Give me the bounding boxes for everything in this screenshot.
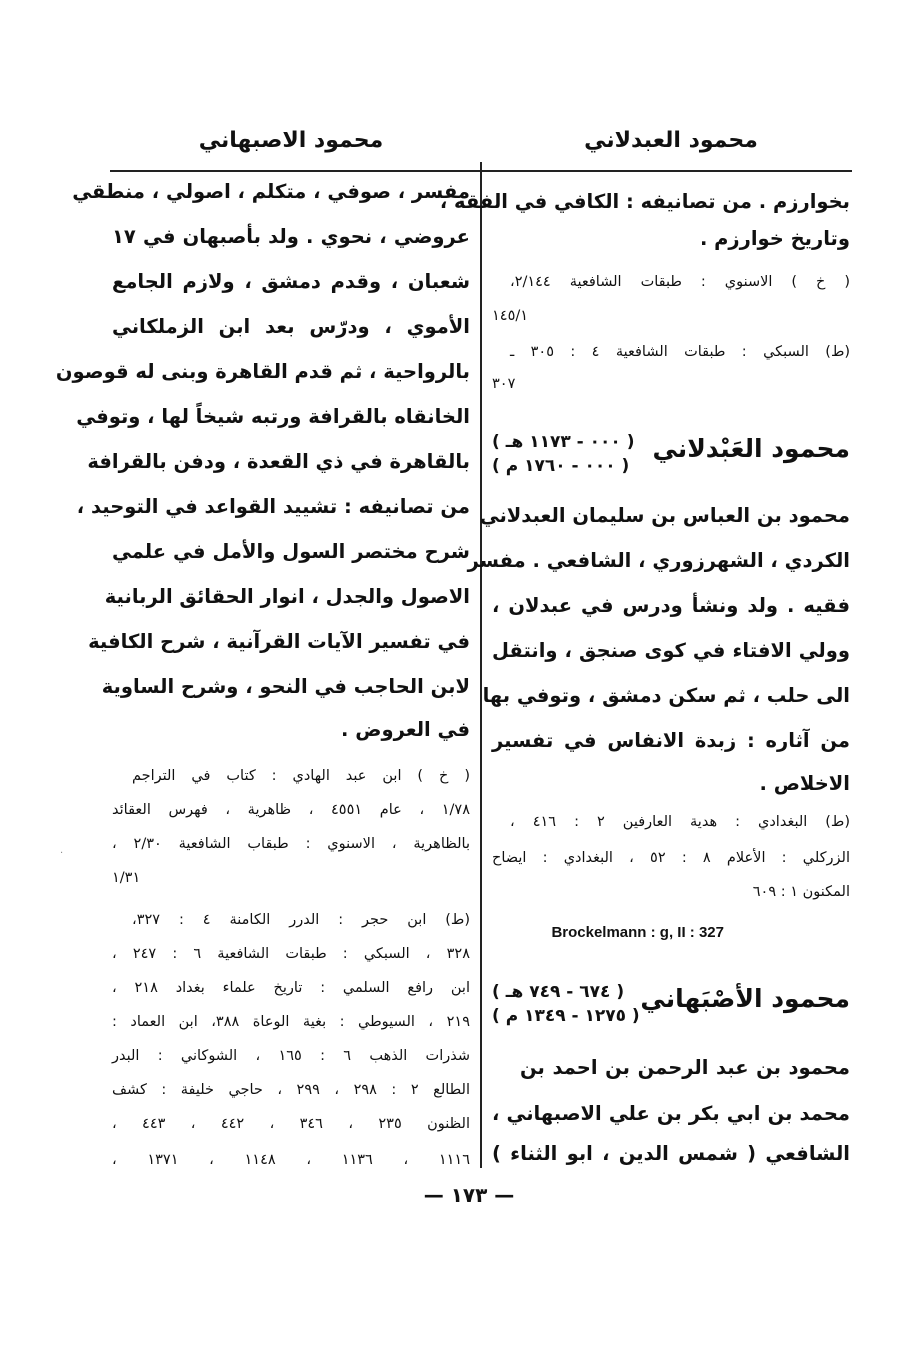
reference-line: شذرات الذهب ٦ : ١٦٥ ، الشوكاني : البدر [112,1048,471,1064]
column-divider [480,162,482,1168]
reference-line: ٢١٩ ، السيوطي : بغية الوعاة ٣٨٨، ابن العماد : [112,1014,470,1030]
text-line: مفسر ، صوفي ، متكلم ، اصولي ، منطقي [72,180,470,203]
reference-line: ٣٢٨ ، السبكي : طبقات الشافعية ٦ : ٢٤٧ ، [112,946,470,962]
text-line: الاصول والجدل ، انوار الحقائق الربانية [104,585,470,608]
reference-line: (ط) ابن حجر : الدرر الكامنة ٤ : ٣٢٧، [132,912,470,928]
latin-reference: Brockelmann : g, II : 327 [551,924,724,941]
text-line: في العروض . [341,718,470,741]
reference-line: ٣٠٧ [492,376,516,392]
entry-date-gregorian: ( ٠٠٠ - ١٧٦٠ م ) [492,456,630,476]
text-line: في تفسير الآيات القرآنية ، شرح الكافية [88,630,470,653]
text-line: الخانقاه بالقرافة ورتبه شيخاً لها ، وتوفي [76,405,470,428]
text-line: وتاريخ خوارزم . [699,227,850,250]
text-line: الى حلب ، ثم سكن دمشق ، وتوفي بها [482,684,850,707]
reference-line: ١/٧٨ ، عام ٤٥٥١ ، ظاهرية ، فهرس العقائد [112,802,470,818]
text-line: الاخلاص . [759,772,850,795]
text-line: من تصانيفه : تشييد القواعد في التوحيد ، [76,495,470,518]
text-line: فقيه . ولد ونشأ ودرس في عبدلان ، [492,594,850,617]
text-line: بالقاهرة في ذي القعدة ، ودفن بالقرافة [87,450,470,473]
reference-line: الزركلي : الأعلام ٨ : ٥٢ ، البغدادي : ايضاح [492,850,850,866]
text-line: بالرواحية ، ثم قدم القاهرة وبنى له قوصون [55,360,470,383]
reference-line: ( خ ) ابن عبد الهادي : كتاب في التراجم [132,768,470,784]
text-line: بخوارزم . من تصانيفه : الكافي في الفقه ، [439,190,850,213]
running-header-left: محمود الاصبهاني [198,128,384,153]
text-line: شرح مختصر السول والأمل في علمي [112,540,470,563]
reference-line: (ط) السبكي : طبقات الشافعية ٤ : ٣٠٥ ـ [510,344,851,360]
text-line: محمود بن العباس بن سليمان العبدلاني [479,504,850,527]
text-line: من آثاره : زبدة الانفاس في تفسير [492,729,850,752]
running-header-right: محمود العبدلاني [584,128,758,153]
entry-date-hijri: ( ٦٧٤ - ٧٤٩ هـ ) [492,982,625,1002]
reference-line: ١١١٦ ، ١١٣٦ ، ١١٤٨ ، ١٣٧١ ، [112,1152,471,1168]
text-line: وولي الافتاء في كوى صنجق ، وانتقل [492,639,850,662]
entry-date-hijri: ( ٠٠٠ - ١١٧٣ هـ ) [492,432,635,452]
entry-date-gregorian: ( ١٢٧٥ - ١٣٤٩ م ) [492,1006,640,1026]
entry-title: محمود العَبْدلاني [652,434,850,463]
text-line: لابن الحاجب في النحو ، وشرح الساوية [101,675,470,698]
text-line: محمود بن عبد الرحمن بن احمد بن [520,1056,850,1079]
text-line: شعبان ، وقدم دمشق ، ولازم الجامع [112,270,470,293]
reference-line: الظنون ٢٣٥ ، ٣٤٦ ، ٤٤٢ ، ٤٤٣ ، [112,1116,470,1132]
text-line: عروضي ، نحوي . ولد بأصبهان في ١٧ [112,225,470,248]
reference-line: الطالع ٢ : ٢٩٨ ، ٢٩٩ ، حاجي خليفة : كشف [112,1082,470,1098]
page-number: — ١٧٣ — [423,1183,515,1207]
reference-line: بالظاهرية ، الاسنوي : طبقاب الشافعية ٢/٣٠ ، [112,836,471,852]
entry-title: محمود الأصْبَهاني [640,984,850,1013]
text-line: محمد بن ابي بكر بن علي الاصبهاني ، [492,1102,850,1125]
reference-line: ١/٣١ [112,870,141,886]
reference-line: ( خ ) الاسنوي : طبقات الشافعية ٢/١٤٤، [510,274,850,290]
text-line: الشافعي ( شمس الدين ، ابو الثناء ) [492,1142,850,1165]
reference-line: (ط) البغدادي : هدية العارفين ٢ : ٤١٦ ، [510,814,850,830]
text-line: الأموي ، ودرّس بعد ابن الزملكاني [112,315,470,338]
margin-mark: · [60,848,64,859]
text-line: الكردي ، الشهرزوري ، الشافعي . مفسر [467,549,850,572]
reference-line: ١٤٥/١ [492,308,529,324]
reference-line: ابن رافع السلمي : تاريخ علماء بغداد ٢١٨ ، [112,980,470,996]
reference-line: المكنون ١ : ٦٠٩ [752,884,850,900]
